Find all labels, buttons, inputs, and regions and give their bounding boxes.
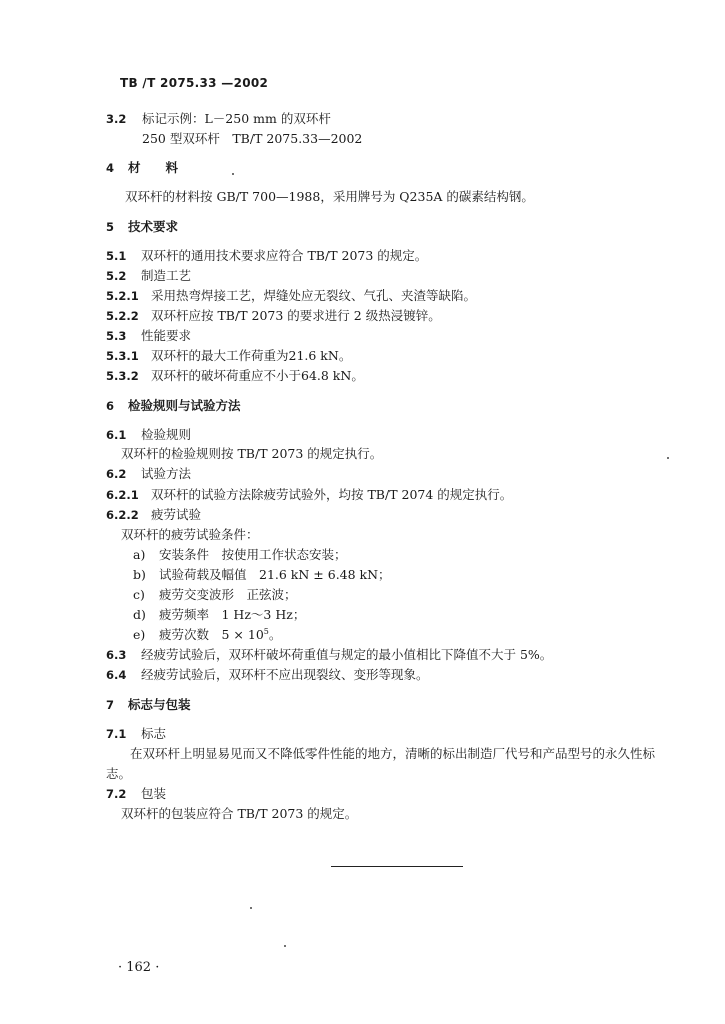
clause-text: 包装 bbox=[141, 786, 167, 801]
exponent: 5 bbox=[263, 627, 269, 636]
clause-number: 5.3.2 bbox=[106, 369, 139, 383]
clause-text: 双环杆的试验方法除疲劳试验外，均按 TB/T 2074 的规定执行。 bbox=[151, 487, 513, 502]
clause-number: 5.1 bbox=[106, 249, 127, 263]
paragraph: 双环杆的疲劳试验条件： bbox=[121, 527, 259, 542]
clause-number: 6.3 bbox=[106, 648, 127, 662]
paragraph-line: 志。 bbox=[106, 766, 132, 781]
scan-speck bbox=[284, 945, 286, 947]
clause-number: 5.3 bbox=[106, 329, 127, 343]
list-item-label: c) bbox=[133, 587, 145, 602]
clause-text: 检验规则 bbox=[141, 427, 192, 442]
clause-number: 7.2 bbox=[106, 787, 127, 801]
clause-text: 标记示例：L－250 mm 的双环杆 bbox=[142, 111, 331, 126]
clause-text: 标志 bbox=[141, 726, 167, 741]
end-of-standard-rule bbox=[331, 866, 463, 867]
clause-text: 双环杆的最大工作荷重为21.6 kN。 bbox=[151, 348, 352, 363]
clause-text: 双环杆应按 TB/T 2073 的要求进行 2 级热浸镀锌。 bbox=[151, 308, 441, 323]
list-item-label: a) bbox=[133, 547, 146, 562]
section-title: 检验规则与试验方法 bbox=[128, 398, 241, 413]
section-number: 4 bbox=[106, 161, 115, 175]
paragraph-line: 在双环杆上明显易见而又不降低零件性能的地方，清晰的标出制造厂代号和产品型号的永久性标 bbox=[130, 746, 656, 761]
list-item-text: 试验荷载及幅值 21.6 kN ± 6.48 kN； bbox=[159, 567, 391, 582]
list-item-text bbox=[159, 627, 281, 643]
clause-number: 3.2 bbox=[106, 112, 127, 126]
clause-number: 6.4 bbox=[106, 668, 127, 682]
list-item-label: b) bbox=[133, 567, 146, 582]
clause-text: 试验方法 bbox=[141, 466, 192, 481]
clause-number: 6.2.2 bbox=[106, 508, 139, 522]
page-number: · 162 · bbox=[118, 960, 160, 975]
section-number: 7 bbox=[106, 698, 115, 712]
clause-number: 5.3.1 bbox=[106, 349, 139, 363]
paragraph: 双环杆的材料按 GB/T 700—1988，采用牌号为 Q235A 的碳素结构钢。 bbox=[125, 189, 534, 204]
clause-text: 经疲劳试验后，双环杆破坏荷重值与规定的最小值相比下降值不大于 5%。 bbox=[141, 647, 553, 662]
clause-text: 制造工艺 bbox=[141, 268, 192, 283]
clause-number: 6.2 bbox=[106, 467, 127, 481]
scan-speck bbox=[250, 907, 252, 909]
list-item-text: 疲劳频率 1 Hz～3 Hz； bbox=[159, 607, 306, 622]
clause-text: 性能要求 bbox=[141, 328, 192, 343]
clause-text: 采用热弯焊接工艺，焊缝处应无裂纹、气孔、夹渣等缺陷。 bbox=[151, 288, 477, 303]
list-item-text-main: 疲劳次数 5 × 10 bbox=[159, 627, 264, 642]
section-title: 材 料 bbox=[128, 160, 179, 175]
scan-speck bbox=[667, 457, 669, 459]
clause-text: 双环杆的通用技术要求应符合 TB/T 2073 的规定。 bbox=[141, 248, 428, 263]
clause-text: 经疲劳试验后，双环杆不应出现裂纹、变形等现象。 bbox=[141, 667, 429, 682]
clause-number: 7.1 bbox=[106, 727, 127, 741]
section-title: 技术要求 bbox=[128, 219, 179, 234]
list-item-label: e) bbox=[133, 627, 146, 642]
list-item-text: 安装条件 按使用工作状态安装； bbox=[159, 547, 347, 562]
section-number: 6 bbox=[106, 399, 115, 413]
clause-number: 5.2 bbox=[106, 269, 127, 283]
section-number: 5 bbox=[106, 220, 115, 234]
clause-number: 5.2.2 bbox=[106, 309, 139, 323]
clause-number: 5.2.1 bbox=[106, 289, 139, 303]
standard-number-header: TB /T 2075.33 —2002 bbox=[120, 76, 269, 90]
scan-speck bbox=[232, 173, 234, 175]
list-item-label: d) bbox=[133, 607, 146, 622]
paragraph: 双环杆的检验规则按 TB/T 2073 的规定执行。 bbox=[121, 446, 383, 461]
clause-number: 6.2.1 bbox=[106, 488, 139, 502]
section-title: 标志与包装 bbox=[128, 697, 191, 712]
clause-text: 双环杆的破坏荷重应不小于64.8 kN。 bbox=[151, 368, 364, 383]
list-item-text: 疲劳交变波形 正弦波； bbox=[159, 587, 297, 602]
clause-text: 疲劳试验 bbox=[151, 507, 202, 522]
clause-number: 6.1 bbox=[106, 428, 127, 442]
paragraph: 双环杆的包装应符合 TB/T 2073 的规定。 bbox=[121, 806, 358, 821]
list-item-text-end: 。 bbox=[268, 627, 282, 642]
marking-example: 250 型双环杆 TB/T 2075.33—2002 bbox=[142, 131, 363, 146]
